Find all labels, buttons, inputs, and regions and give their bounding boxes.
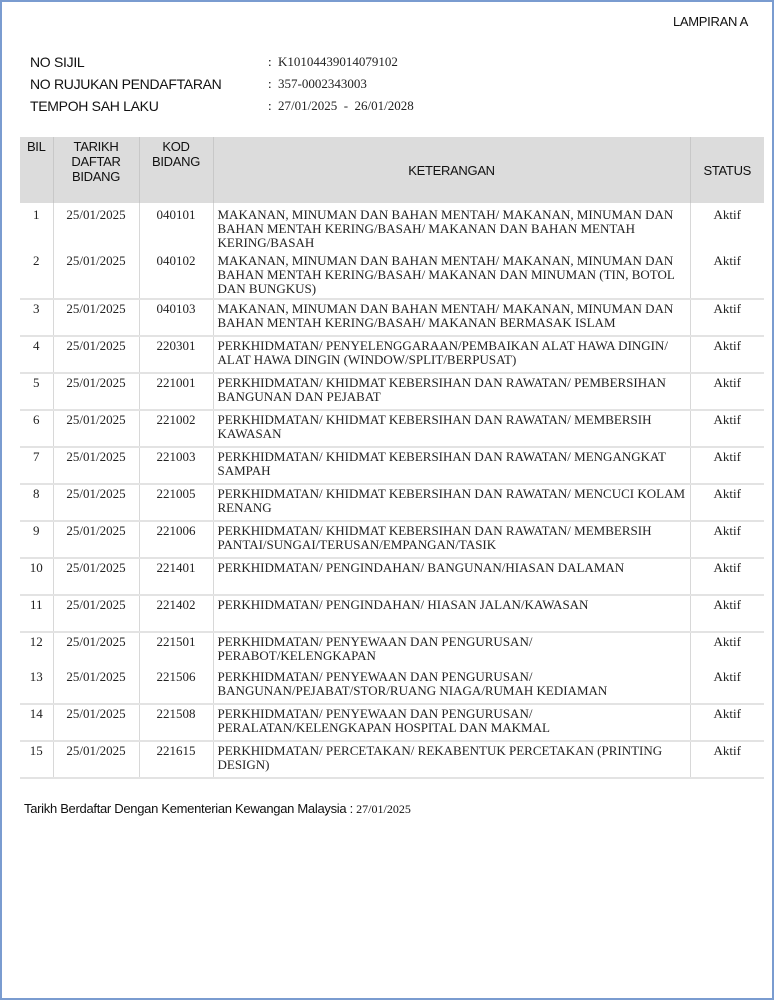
row-number: 7 [20, 447, 53, 484]
row-description: PERKHIDMATAN/ KHIDMAT KEBERSIHAN DAN RAWATAN/ MENCUCI KOLAM RENANG [213, 484, 690, 521]
row-status: Aktif [690, 299, 764, 336]
row-date: 25/01/2025 [53, 741, 139, 778]
row-code: 221615 [139, 741, 213, 778]
row-date: 25/01/2025 [53, 704, 139, 741]
row-number: 4 [20, 336, 53, 373]
row-code: 040102 [139, 252, 213, 299]
header-tarikh: TARIKH DAFTAR BIDANG [53, 137, 139, 203]
row-status: Aktif [690, 373, 764, 410]
registration-date [24, 801, 411, 817]
row-date: 25/01/2025 [53, 484, 139, 521]
table-row [20, 484, 764, 521]
table-row [20, 336, 764, 373]
row-date: 25/01/2025 [53, 252, 139, 299]
meta-label: NO RUJUKAN PENDAFTARAN [30, 76, 222, 92]
meta-label: NO SIJIL [30, 54, 85, 70]
row-status: Aktif [690, 484, 764, 521]
row-date: 25/01/2025 [53, 521, 139, 558]
table-row [20, 558, 764, 595]
table-row [20, 595, 764, 632]
row-date: 25/01/2025 [53, 373, 139, 410]
certificate-meta [30, 51, 414, 117]
row-status: Aktif [690, 668, 764, 704]
row-code: 221002 [139, 410, 213, 447]
row-status: Aktif [690, 558, 764, 595]
row-status: Aktif [690, 741, 764, 778]
row-code: 221501 [139, 632, 213, 668]
row-description: PERKHIDMATAN/ PENYEWAAN DAN PENGURUSAN/ PERABOT/KELENGKAPAN [213, 632, 690, 668]
row-description: PERKHIDMATAN/ PENYEWAAN DAN PENGURUSAN/ BANGUNAN/PEJABAT/STOR/RUANG NIAGA/RUMAH KEDIAMAN [213, 668, 690, 704]
row-date: 25/01/2025 [53, 203, 139, 252]
row-code: 040101 [139, 203, 213, 252]
row-description: PERKHIDMATAN/ KHIDMAT KEBERSIHAN DAN RAWATAN/ MEMBERSIH PANTAI/SUNGAI/TERUSAN/EMPANGAN/TASIK [213, 521, 690, 558]
row-description: PERKHIDMATAN/ PENGINDAHAN/ HIASAN JALAN/KAWASAN [213, 595, 690, 632]
meta-value: 357-0002343003 [278, 76, 367, 91]
colon: : [268, 76, 272, 91]
row-date: 25/01/2025 [53, 336, 139, 373]
table-row [20, 704, 764, 741]
row-description: PERKHIDMATAN/ KHIDMAT KEBERSIHAN DAN RAWATAN/ MENGANGKAT SAMPAH [213, 447, 690, 484]
meta-row-reference-no [30, 73, 414, 95]
row-status: Aktif [690, 410, 764, 447]
meta-row-cert-no [30, 51, 414, 73]
table-row [20, 373, 764, 410]
row-description: PERKHIDMATAN/ PENYEWAAN DAN PENGURUSAN/ PERALATAN/KELENGKAPAN HOSPITAL DAN MAKMAL [213, 704, 690, 741]
row-description: MAKANAN, MINUMAN DAN BAHAN MENTAH/ MAKANAN, MINUMAN DAN BAHAN MENTAH KERING/BASAH/ MAKANAN DAN BAHAN MENTAH KERING/BASAH [213, 203, 690, 252]
fields-table [20, 137, 764, 779]
row-code: 221006 [139, 521, 213, 558]
row-status: Aktif [690, 521, 764, 558]
meta-value: 27/01/2025 - 26/01/2028 [278, 98, 414, 113]
footer-value: 27/01/2025 [356, 802, 411, 816]
row-date: 25/01/2025 [53, 299, 139, 336]
row-description: PERKHIDMATAN/ PENGINDAHAN/ BANGUNAN/HIASAN DALAMAN [213, 558, 690, 595]
row-status: Aktif [690, 595, 764, 632]
row-number: 9 [20, 521, 53, 558]
header-status: STATUS [690, 137, 764, 203]
meta-value: K10104439014079102 [278, 54, 398, 69]
row-date: 25/01/2025 [53, 558, 139, 595]
header-bil: BIL [20, 137, 53, 203]
row-status: Aktif [690, 704, 764, 741]
row-code: 220301 [139, 336, 213, 373]
row-number: 5 [20, 373, 53, 410]
row-status: Aktif [690, 447, 764, 484]
table-row [20, 252, 764, 299]
meta-label: TEMPOH SAH LAKU [30, 98, 159, 114]
row-description: PERKHIDMATAN/ PENYELENGGARAAN/PEMBAIKAN ALAT HAWA DINGIN/ ALAT HAWA DINGIN (WINDOW/SPLIT/BERPUSAT) [213, 336, 690, 373]
row-description: MAKANAN, MINUMAN DAN BAHAN MENTAH/ MAKANAN, MINUMAN DAN BAHAN MENTAH KERING/BASAH/ MAKANAN BERMASAK ISLAM [213, 299, 690, 336]
footer-label: Tarikh Berdaftar Dengan Kementerian Kewangan Malaysia : [24, 801, 353, 816]
table-row [20, 632, 764, 668]
row-number: 1 [33, 207, 40, 222]
table-row [20, 521, 764, 558]
row-code: 221506 [139, 668, 213, 704]
row-number: 10 [20, 558, 53, 595]
table-row [20, 299, 764, 336]
row-description: PERKHIDMATAN/ KHIDMAT KEBERSIHAN DAN RAWATAN/ MEMBERSIH KAWASAN [213, 410, 690, 447]
row-date: 25/01/2025 [53, 410, 139, 447]
row-code: 221402 [139, 595, 213, 632]
row-code: 221003 [139, 447, 213, 484]
row-date: 25/01/2025 [53, 632, 139, 668]
table-header [20, 137, 764, 203]
header-kod: KOD BIDANG [139, 137, 213, 203]
row-date: 25/01/2025 [53, 668, 139, 704]
row-code: 221401 [139, 558, 213, 595]
row-number: 12 [29, 634, 43, 649]
row-status: Aktif [690, 632, 764, 668]
row-code: 221001 [139, 373, 213, 410]
row-status: Aktif [690, 336, 764, 373]
row-number: 8 [20, 484, 53, 521]
row-description: MAKANAN, MINUMAN DAN BAHAN MENTAH/ MAKANAN, MINUMAN DAN BAHAN MENTAH KERING/BASAH/ MAKANAN DAN MINUMAN (TIN, BOTOL DAN BUNGKUS) [213, 252, 690, 299]
table-row [20, 447, 764, 484]
row-number: 2 [20, 252, 53, 299]
row-description: PERKHIDMATAN/ KHIDMAT KEBERSIHAN DAN RAWATAN/ PEMBERSIHAN BANGUNAN DAN PEJABAT [213, 373, 690, 410]
row-description: PERKHIDMATAN/ PERCETAKAN/ REKABENTUK PERCETAKAN (PRINTING DESIGN) [213, 741, 690, 778]
table-row [20, 741, 764, 778]
row-status: Aktif [690, 252, 764, 299]
header-keterangan: KETERANGAN [213, 137, 690, 203]
table-row [20, 410, 764, 447]
row-number: 6 [20, 410, 53, 447]
row-date: 25/01/2025 [53, 447, 139, 484]
row-number: 14 [20, 704, 53, 741]
colon: : [268, 98, 272, 113]
row-code: 040103 [139, 299, 213, 336]
row-number: 15 [20, 741, 53, 778]
row-number: 11 [20, 595, 53, 632]
row-status: Aktif [690, 203, 764, 252]
row-code: 221005 [139, 484, 213, 521]
row-code: 221508 [139, 704, 213, 741]
appendix-label: LAMPIRAN A [672, 14, 748, 29]
row-number: 13 [20, 668, 53, 704]
meta-row-validity [30, 95, 414, 117]
table-row [20, 203, 764, 252]
row-number: 3 [20, 299, 53, 336]
colon: : [268, 54, 272, 69]
table-row [20, 668, 764, 704]
row-date: 25/01/2025 [53, 595, 139, 632]
